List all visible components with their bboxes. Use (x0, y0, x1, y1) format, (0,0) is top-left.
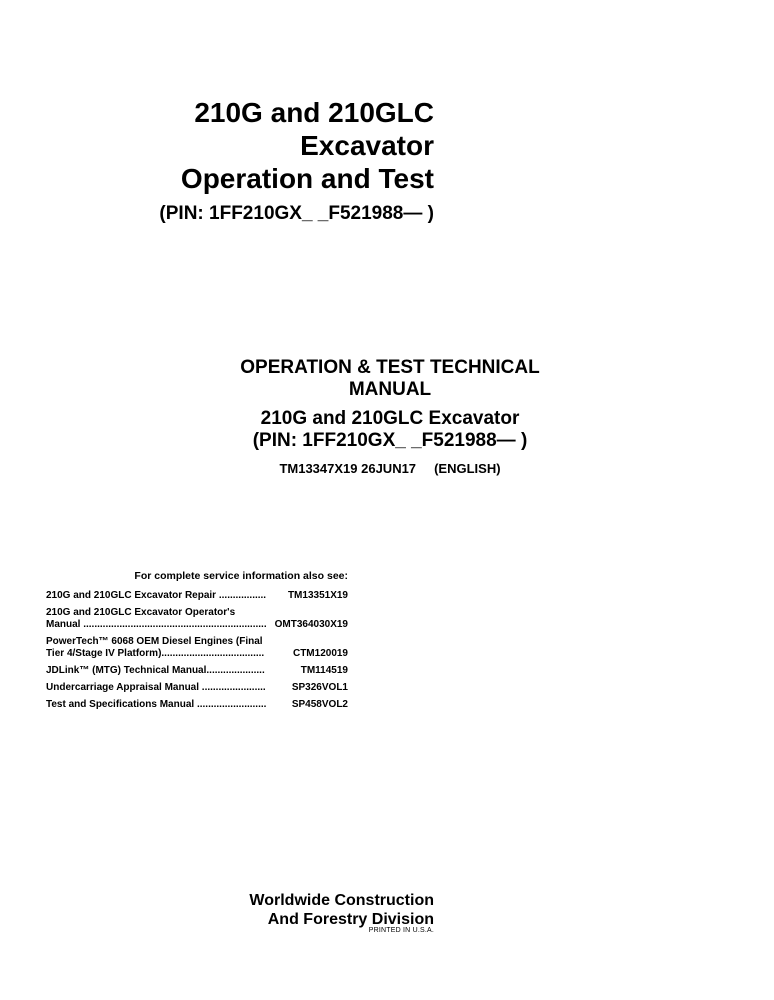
reference-row (46, 682, 348, 694)
manual-type-line: MANUAL (348, 379, 432, 400)
division-line: Worldwide Construction (249, 892, 434, 909)
see-also-heading: For complete service information also see: (134, 570, 348, 582)
reference-row (46, 699, 348, 711)
manual-type-line: OPERATION & TEST TECHNICAL (240, 357, 540, 378)
manual-type (190, 357, 590, 401)
manual-model (190, 408, 590, 452)
printed-in-notice: PRINTED IN U.S.A. (368, 927, 434, 934)
division-line: And Forestry Division (267, 911, 434, 928)
manual-info (190, 357, 590, 476)
cover-pin: (PIN: 1FF210GX_ _F521988— ) (159, 203, 434, 224)
reference-code: TM13351X19 (287, 590, 348, 601)
manual-model-line: (PIN: 1FF210GX_ _F521988— ) (252, 430, 528, 451)
reference-row (46, 665, 348, 677)
cover-title-line: Excavator (300, 130, 434, 161)
reference-code: OMT364030X19 (274, 619, 348, 630)
reference-row (46, 607, 348, 631)
manual-model-line: 210G and 210GLC Excavator (260, 408, 520, 429)
manual-id-line: TM13347X19 26JUN17 (ENGLISH) (279, 461, 501, 476)
reference-title: Test and Specifications Manual ......................... (46, 699, 267, 710)
cover-title-line: 210G and 210GLC (194, 97, 434, 128)
division-name (249, 891, 434, 929)
reference-title: 210G and 210GLC Excavator Operator's Manual .................................................................. (46, 607, 267, 630)
reference-code: SP326VOL1 (291, 682, 348, 693)
reference-title: 210G and 210GLC Excavator Repair ................. (46, 590, 267, 601)
reference-title: JDLink™ (MTG) Technical Manual..................... (46, 665, 265, 676)
reference-code: CTM120019 (292, 648, 348, 659)
reference-title: Undercarriage Appraisal Manual ....................... (46, 682, 266, 693)
reference-row (46, 636, 348, 660)
see-also-section (46, 570, 348, 716)
reference-code: TM114519 (300, 665, 348, 676)
cover-title-line: Operation and Test (180, 163, 434, 194)
cover-title (181, 96, 434, 195)
reference-title: PowerTech™ 6068 OEM Diesel Engines (Final Tier 4/Stage IV Platform)..................................... (46, 636, 265, 659)
reference-row (46, 590, 348, 602)
reference-code: SP458VOL2 (291, 699, 348, 710)
